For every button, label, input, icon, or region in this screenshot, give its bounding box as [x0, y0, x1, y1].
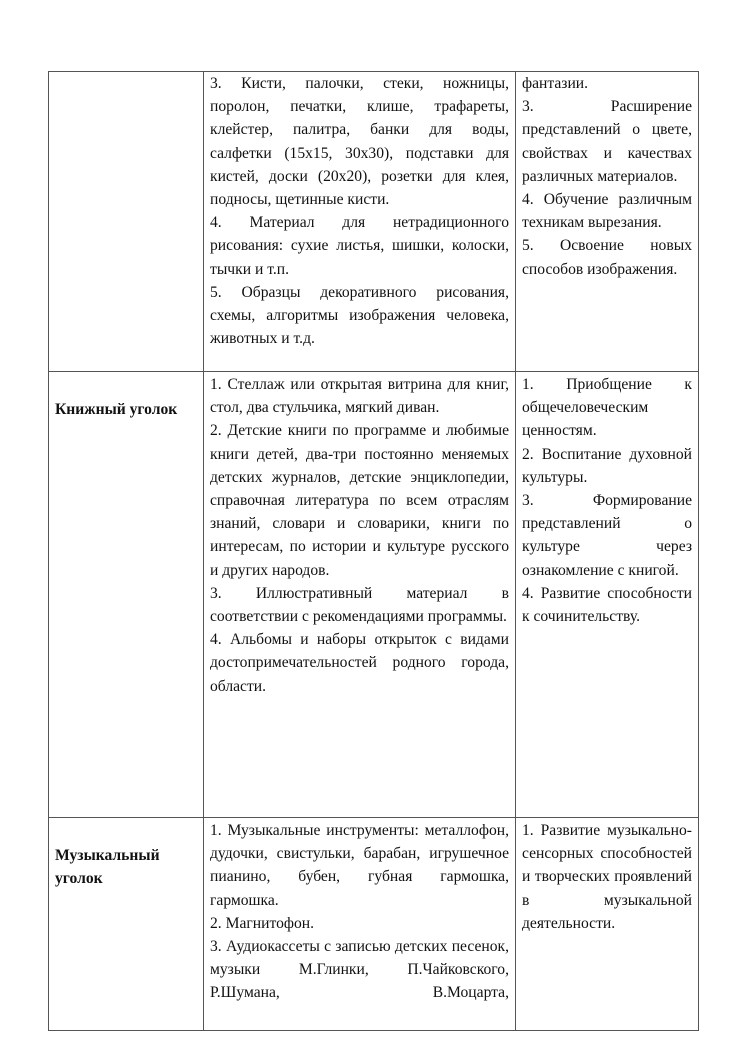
- equipment-item: 3. Аудиокассеты с записью детских песенок, музыки М.Глинки, П.Чайковского, Р.Шумана, В.Моцарта,: [210, 938, 509, 1002]
- equipment-cell: [204, 818, 516, 1031]
- goal-item: фантазии.: [522, 75, 589, 92]
- equipment-item: 5. Образцы декоративного рисования, схемы, алгоритмы изображения человека, животных и т.д.: [210, 283, 509, 348]
- goal-item: 1. Развитие музыкально-сенсорных способностей и творческих проявлений в музыкальной деятельности.: [522, 822, 692, 932]
- goals-cell: [516, 372, 699, 818]
- goal-item: 4. Обучение различным техникам вырезания.: [522, 191, 692, 232]
- goals-cell: [516, 818, 699, 1031]
- goal-item: 5. Освоение новых способов изображения.: [522, 237, 692, 278]
- goals-cell: [516, 72, 699, 372]
- corner-heading-cell: Музыкальный уголок: [49, 818, 204, 1031]
- goal-item: 2. Воспитание духовной культуры.: [522, 445, 692, 486]
- corner-heading-cell: Книжный уголок: [49, 372, 204, 818]
- equipment-cell: [204, 72, 516, 372]
- equipment-item: 3. Иллюстративный материал в соответствии с рекомендациями программы.: [210, 584, 509, 626]
- equipment-item: 1. Стеллаж или открытая витрина для книг, стол, два стульчика, мягкий диван.: [210, 376, 509, 417]
- goal-item: 1. Приобщение к общечеловеческим ценностям.: [522, 376, 692, 440]
- goal-item: 4. Развитие способности к сочинительству.: [522, 584, 692, 626]
- goal-item: 3. Формирование представлений о культуре через ознакомление с книгой.: [522, 492, 692, 579]
- table-row: [49, 818, 699, 1031]
- equipment-cell: [204, 372, 516, 818]
- content-table: [48, 71, 699, 1031]
- equipment-item: 2. Магнитофон.: [210, 914, 315, 932]
- equipment-item: 4. Альбомы и наборы открыток с видами достопримечательностей родного города, области.: [210, 631, 509, 695]
- equipment-item: 1. Музыкальные инструменты: металлофон, дудочки, свистульки, барабан, игрушечное пианино, бубен, губная гармошка, гармошка.: [210, 822, 509, 909]
- equipment-item: 3. Кисти, палочки, стеки, ножницы, поролон, печатки, клише, трафареты, клейстер, палитра, банки для воды, салфетки (15х15, 30х30), подставки для кистей, доски (20х20), розетки для клея, подносы, щетинные кисти.: [210, 75, 509, 209]
- equipment-item: 2. Детские книги по программе и любимые книги детей, два-три постоянно меняемых детских журналов, детские энциклопедии, справочная литература по всем отраслям знаний, словари и словарики, книги по интересам, по истории и культуре русского и других народов.: [210, 422, 509, 579]
- table-row: [49, 372, 699, 818]
- goal-item: 3. Расширение представлений о цвете, свойствах и качествах различных материалов.: [522, 98, 692, 185]
- corner-heading-cell: [49, 72, 204, 372]
- equipment-item: 4. Материал для нетрадиционного рисования: сухие листья, шишки, колоски, тычки и т.п.: [210, 214, 509, 278]
- table-row: [49, 72, 699, 372]
